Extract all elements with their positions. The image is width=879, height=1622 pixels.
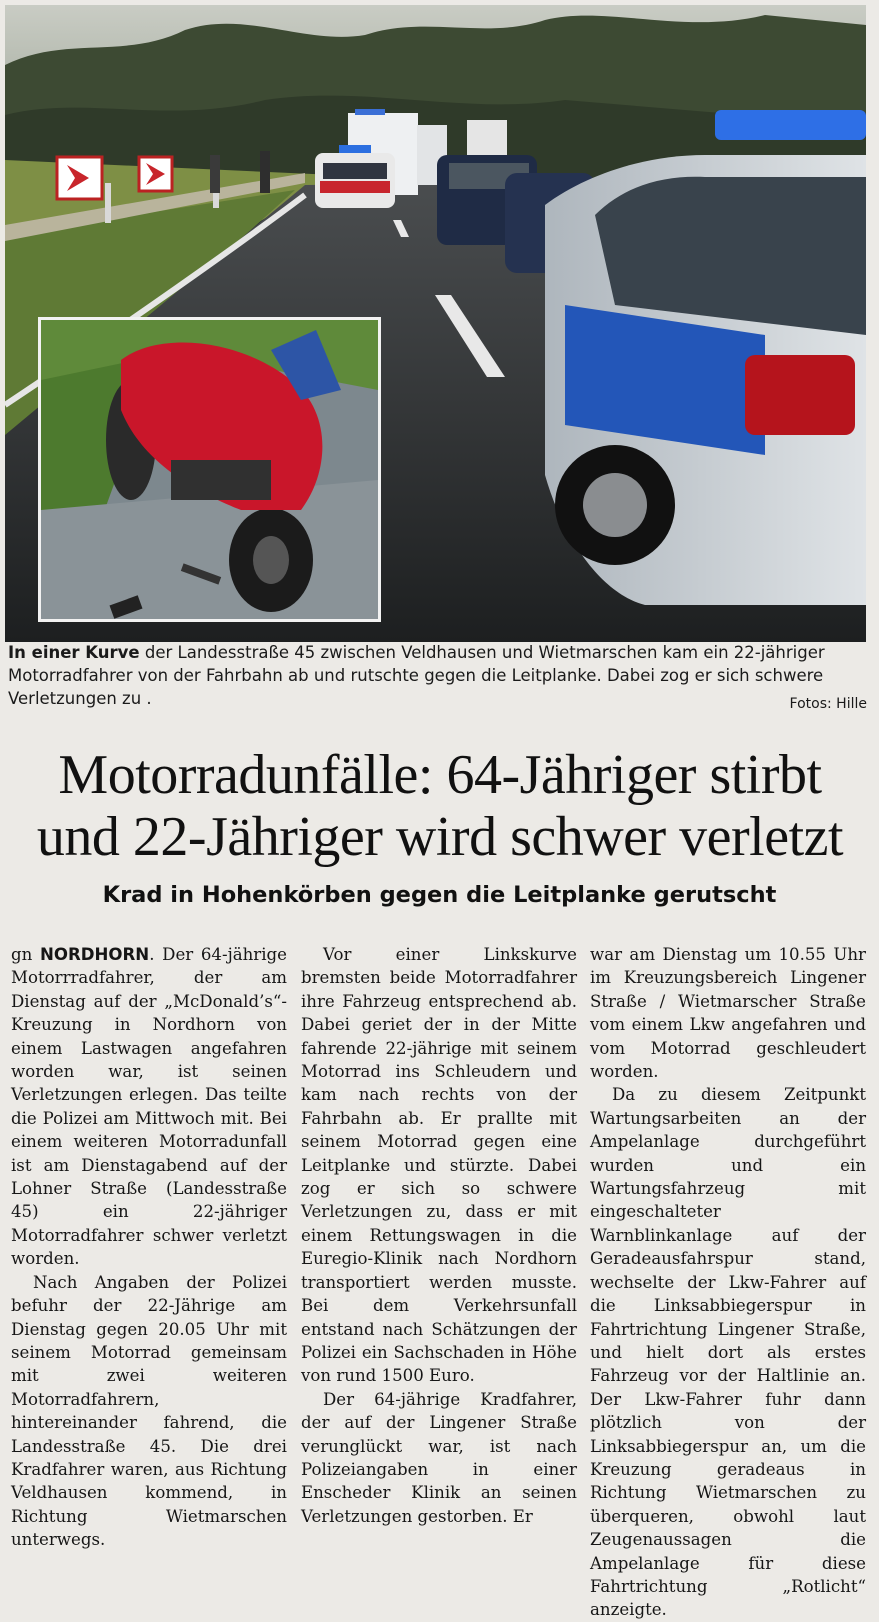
headline-line-1: Motorradunfälle: 64-Jähriger stirbt — [58, 744, 822, 806]
author-initials: gn — [11, 945, 40, 964]
article-column-1 — [11, 943, 287, 1552]
dateline: NORDHORN — [39, 945, 150, 964]
article-paragraph: Der 64-jährige Kradfahrer, der auf der Lingener Straße verunglückt war, ist nach Polizeiangaben in einer Enscheder Klinik an seinen Verletzungen gestorben. Er — [301, 1389, 577, 1526]
article-paragraph: war am Dienstag um 10.55 Uhr im Kreuzungsbereich Lingener Straße / Wietmarscher Straße vom einem Lkw angefahren und vom Motorrad geschleudert worden. — [590, 945, 866, 1082]
article-paragraph: Nach Angaben der Polizei befuhr der 22-Jährige am Dienstag gegen 20.05 Uhr mit seinem Motorrad gemeinsam mit zwei weiteren Motorradfahrern, hintereinander fahrend, die Landesstraße 45. Die drei Kradfahrer waren, aus Richtung Veldhausen kommend, in Richtung Wietmarschen unterwegs. — [11, 1272, 287, 1550]
headline — [6, 744, 874, 868]
article-paragraph: Vor einer Linkskurve bremsten beide Motorradfahrer ihre Fahrzeug entsprechend ab. Dabei geriet der in der Mitte fahrende 22-jährige mit seinem Motorrad ins Schleudern und kam nach rechts von der Fahrbahn ab. Er prallte mit seinem Motorrad gegen eine Leitplanke und stürzte. Dabei zog er sich so schwere Verletzungen zu, dass er mit einem Rettungswagen in die Euregio-Klinik nach Nordhorn transportiert werden musste. Bei dem Verkehrsunfall entstand nach Schätzungen der Polizei ein Sachschaden in Höhe von rund 1500 Euro. — [301, 945, 577, 1386]
accident-scene-photo — [5, 5, 866, 642]
headline-line-2: und 22-Jähriger wird schwer verletzt — [36, 806, 844, 868]
photo-caption — [8, 641, 868, 710]
caption-lead: In einer Kurve — [8, 643, 140, 662]
article-column-2 — [301, 943, 577, 1528]
photo-credit: Fotos: Hille — [789, 696, 867, 712]
subheadline: Krad in Hohenkörben gegen die Leitplanke gerutscht — [102, 882, 777, 908]
article-paragraph: Da zu diesem Zeitpunkt Wartungsarbeiten an der Ampelanlage durchgeführt wurden und ein Wartungsfahrzeug mit eingeschalteter Warnblinkanlage auf der Geradeausfahrspur stand, wechselte der Lkw-Fahrer auf die Linksabbiegerspur in Fahrtrichtung Lingener Straße, und hielt dort als erstes Fahrzeug vor der Haltlinie an. Der Lkw-Fahrer fuhr dann plötzlich von der Linksabbiegerspur an, um die Kreuzung geradeaus in Richtung Wietmarschen zu überqueren, obwohl laut Zeugenaussagen die Ampelanlage für diese Fahrtrichtung „Rotlicht“ anzeigte. — [590, 1085, 866, 1620]
paragraph-text: . Der 64-jährige Motorrradfahrer, der am Dienstag auf der „McDonald’s“-Kreuzung in Nordhorn von einem Lastwagen angefahren worden war, ist seinen Verletzungen erlegen. Das teilte die Polizei am Mittwoch mit. Bei einem weiteren Motorradunfall ist am Dienstagabend auf der Lohner Straße (Landesstraße 45) ein 22-jähriger Motorradfahrer schwer verletzt worden. — [11, 945, 287, 1269]
police-car — [545, 110, 866, 605]
crashed-motorcycle-illustration — [41, 320, 378, 619]
caption-text: der Landesstraße 45 zwischen Veldhausen und Wietmarschen kam ein 22-jähriger Motorradfahrer von der Fahrbahn ab und rutschte gegen die Leitplanke. Dabei zog er sich schwere Verletzungen zu . — [8, 643, 825, 708]
article-paragraph — [11, 943, 287, 1271]
article-column-3 — [590, 943, 866, 1622]
motorcycle-inset-photo — [38, 317, 381, 622]
